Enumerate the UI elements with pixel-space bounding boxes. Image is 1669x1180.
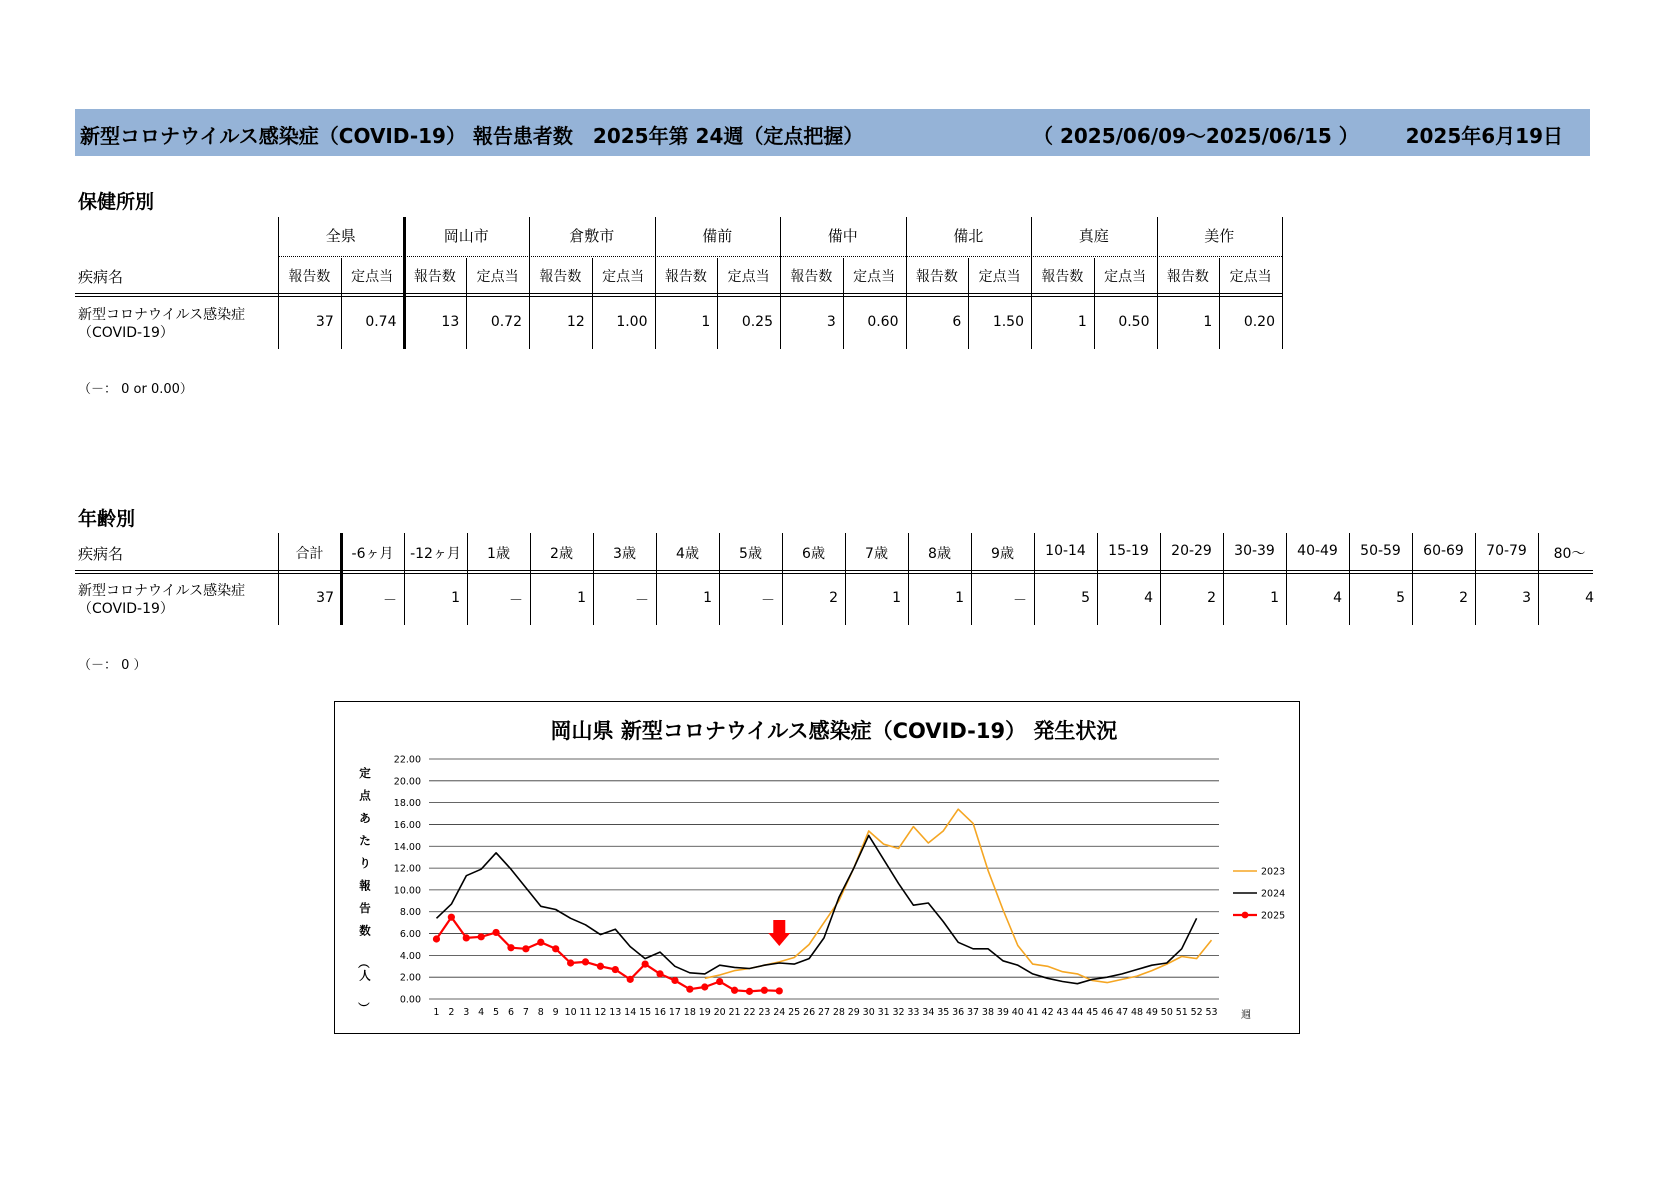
column-divider <box>530 533 531 625</box>
age-header: 20-29 <box>1171 543 1212 559</box>
x-tick-label: 40 <box>1011 1007 1024 1018</box>
age-header: 2歳 <box>550 546 573 562</box>
x-tick-label: 20 <box>713 1007 726 1018</box>
report-issue-date: 2025年6月19日 <box>1405 124 1563 148</box>
value-cell: 5 <box>1081 590 1090 606</box>
value-cell: 1 <box>703 590 712 606</box>
section-title-health-center: 保健所別 <box>78 191 155 213</box>
disease-header: 疾病名 <box>78 545 124 563</box>
y-tick-label: 10.00 <box>393 885 421 897</box>
age-header: 40-49 <box>1297 543 1338 559</box>
data-point-2025 <box>552 945 559 952</box>
sub-header: 定点当 <box>351 269 394 285</box>
group-header: 美作 <box>1204 227 1235 245</box>
x-tick-label: 50 <box>1160 1007 1173 1018</box>
sub-header: 報告数 <box>790 269 833 285</box>
x-tick-label: 1 <box>433 1007 440 1018</box>
column-divider <box>1538 533 1539 625</box>
value-cell: 2 <box>1207 590 1216 606</box>
table2-note: （－： 0 ） <box>78 658 147 673</box>
group-header: 全県 <box>325 227 356 245</box>
x-tick-label: 43 <box>1056 1007 1069 1018</box>
data-point-2025 <box>656 970 663 977</box>
age-header: 4歳 <box>676 546 699 562</box>
group-header: 倉敷市 <box>569 227 615 245</box>
age-header: 50-59 <box>1360 543 1401 559</box>
value-cell: 1 <box>451 590 460 606</box>
sub-header: 報告数 <box>664 269 707 285</box>
y-tick-label: 20.00 <box>393 776 421 788</box>
x-tick-label: 26 <box>803 1007 816 1018</box>
x-tick-label: 34 <box>922 1007 935 1018</box>
x-tick-label: 19 <box>698 1007 711 1018</box>
covid-line-chart <box>335 702 1298 1032</box>
x-tick-label: 18 <box>683 1007 696 1018</box>
value-cell: 37 <box>315 314 334 330</box>
y-axis-label: 定点あたり報告数（人） <box>356 766 371 1014</box>
value-cell: 1 <box>955 590 964 606</box>
column-divider <box>1031 217 1032 349</box>
column-divider <box>467 533 468 625</box>
data-point-2025 <box>522 945 529 952</box>
y-tick-label: 22.00 <box>393 754 421 766</box>
value-cell: 1.00 <box>616 314 648 330</box>
column-divider <box>845 533 846 625</box>
value-cell: 1 <box>1077 314 1087 330</box>
header-rule <box>75 293 1282 294</box>
header-rule <box>75 296 1282 297</box>
header-rule <box>75 570 1593 571</box>
column-divider <box>1157 217 1158 349</box>
value-cell: 0.25 <box>741 314 773 330</box>
series-line-2023 <box>705 809 1212 982</box>
value-cell: 5 <box>1396 590 1405 606</box>
x-tick-label: 35 <box>937 1007 950 1018</box>
value-cell: － <box>509 593 523 609</box>
x-tick-label: 36 <box>952 1007 965 1018</box>
column-divider <box>1349 533 1350 625</box>
x-tick-label: 42 <box>1041 1007 1054 1018</box>
column-divider <box>278 533 279 625</box>
column-divider <box>1160 533 1161 625</box>
x-tick-label: 37 <box>967 1007 980 1018</box>
value-cell: 0.60 <box>867 314 899 330</box>
value-cell: 12 <box>566 314 585 330</box>
data-point-2025 <box>716 978 723 985</box>
age-header: 30-39 <box>1234 543 1275 559</box>
report-banner <box>75 109 1590 156</box>
header-rule <box>75 573 1593 574</box>
y-tick-label: 16.00 <box>393 819 421 831</box>
series-line-2024 <box>437 835 1197 983</box>
x-tick-label: 49 <box>1145 1007 1158 1018</box>
value-cell: 4 <box>1585 590 1594 606</box>
x-tick-label: 28 <box>832 1007 845 1018</box>
value-cell: 3 <box>826 314 836 330</box>
column-divider <box>971 533 972 625</box>
column-divider <box>1286 533 1287 625</box>
x-tick-label: 33 <box>907 1007 920 1018</box>
disease-name: 新型コロナウイルス感染症 <box>78 307 246 323</box>
column-divider <box>719 533 720 625</box>
group-header: 備中 <box>827 227 858 245</box>
x-tick-label: 6 <box>507 1007 515 1018</box>
y-tick-label: 6.00 <box>399 929 421 941</box>
x-tick-label: 11 <box>579 1007 592 1018</box>
column-divider <box>403 217 406 349</box>
column-divider <box>782 533 783 625</box>
age-header: -6ヶ月 <box>351 546 394 562</box>
value-cell: － <box>1013 593 1027 609</box>
sub-header: 定点当 <box>978 269 1021 285</box>
chart-title: 岡山県 新型コロナウイルス感染症（COVID-19） 発生状況 <box>550 719 1118 743</box>
data-point-2025 <box>701 983 708 990</box>
group-header: 備前 <box>702 227 733 245</box>
x-tick-label: 29 <box>847 1007 860 1018</box>
x-axis-label: 週 <box>1241 1010 1251 1021</box>
legend-label-2023: 2023 <box>1261 866 1286 878</box>
value-cell: 3 <box>1522 590 1531 606</box>
x-tick-label: 17 <box>668 1007 681 1018</box>
value-cell: 4 <box>1144 590 1153 606</box>
column-divider <box>1223 533 1224 625</box>
x-tick-label: 21 <box>728 1007 741 1018</box>
column-divider <box>843 258 844 349</box>
disease-header: 疾病名 <box>78 268 124 286</box>
data-point-2025 <box>463 934 470 941</box>
disease-name-code: （COVID-19） <box>78 601 174 617</box>
sub-header: 報告数 <box>1166 269 1209 285</box>
column-divider <box>655 217 656 349</box>
data-point-2025 <box>761 987 768 994</box>
data-point-2025 <box>671 977 678 984</box>
column-divider <box>1282 217 1283 349</box>
column-divider <box>1475 533 1476 625</box>
series-line-2025 <box>437 917 780 991</box>
x-tick-label: 38 <box>981 1007 995 1018</box>
column-divider <box>278 217 279 349</box>
value-cell: 6 <box>952 314 962 330</box>
age-header: 1歳 <box>487 546 510 562</box>
column-divider <box>1034 533 1035 625</box>
value-cell: 2 <box>829 590 838 606</box>
data-point-2025 <box>567 959 574 966</box>
x-tick-label: 31 <box>877 1007 890 1018</box>
x-tick-label: 47 <box>1116 1007 1129 1018</box>
x-tick-label: 24 <box>773 1007 786 1018</box>
sub-header: 定点当 <box>476 269 519 285</box>
sub-header: 定点当 <box>853 269 896 285</box>
y-tick-label: 12.00 <box>393 863 421 875</box>
value-cell: 1.50 <box>992 314 1024 330</box>
x-tick-label: 51 <box>1175 1007 1188 1018</box>
x-tick-label: 44 <box>1071 1007 1084 1018</box>
x-tick-label: 5 <box>493 1007 500 1018</box>
value-cell: 1 <box>1270 590 1279 606</box>
age-header: 7歳 <box>865 546 888 562</box>
column-divider <box>592 258 593 349</box>
value-cell: 0.72 <box>490 314 522 330</box>
x-tick-label: 53 <box>1205 1007 1218 1018</box>
value-cell: 0.20 <box>1243 314 1275 330</box>
value-cell: 1 <box>577 590 586 606</box>
x-tick-label: 45 <box>1086 1007 1099 1018</box>
y-tick-label: 0.00 <box>399 994 421 1006</box>
data-point-2025 <box>686 986 693 993</box>
x-tick-label: 52 <box>1190 1007 1203 1018</box>
sub-header: 定点当 <box>602 269 645 285</box>
data-point-2025 <box>612 966 619 973</box>
y-tick-label: 18.00 <box>393 798 421 810</box>
data-point-2025 <box>776 987 783 994</box>
report-date-range: （ 2025/06/09～2025/06/15 ） <box>1033 124 1359 148</box>
disease-name: 新型コロナウイルス感染症 <box>78 583 246 599</box>
data-point-2025 <box>746 988 753 995</box>
x-tick-label: 2 <box>448 1007 455 1018</box>
x-tick-label: 12 <box>594 1007 607 1018</box>
age-header: 6歳 <box>802 546 825 562</box>
x-tick-label: 48 <box>1130 1007 1144 1018</box>
value-cell: － <box>761 593 775 609</box>
chart-frame <box>334 701 1300 1034</box>
column-divider <box>717 258 718 349</box>
value-cell: 13 <box>441 314 460 330</box>
value-cell: 1 <box>892 590 901 606</box>
column-divider <box>529 217 530 349</box>
value-cell: － <box>383 593 397 609</box>
value-cell: 0.50 <box>1118 314 1150 330</box>
x-tick-label: 10 <box>564 1007 577 1018</box>
x-tick-label: 39 <box>996 1007 1009 1018</box>
data-point-2025 <box>597 963 604 970</box>
legend-label-2024: 2024 <box>1261 888 1286 900</box>
disease-name-code: （COVID-19） <box>78 325 174 341</box>
data-point-2025 <box>537 939 544 946</box>
column-divider <box>466 258 467 349</box>
column-divider <box>780 217 781 349</box>
y-tick-label: 4.00 <box>399 950 421 962</box>
section-title-age: 年齢別 <box>78 508 136 530</box>
sub-header: 報告数 <box>915 269 958 285</box>
x-tick-label: 14 <box>624 1007 637 1018</box>
age-header: 60-69 <box>1423 543 1464 559</box>
x-tick-label: 9 <box>552 1007 559 1018</box>
age-header: -12ヶ月 <box>410 546 461 562</box>
group-header: 備北 <box>953 227 984 245</box>
age-header: 5歳 <box>739 546 762 562</box>
column-divider <box>908 533 909 625</box>
age-header: 80～ <box>1553 546 1586 562</box>
x-tick-label: 46 <box>1101 1007 1114 1018</box>
y-tick-label: 2.00 <box>399 972 421 984</box>
x-tick-label: 30 <box>862 1007 875 1018</box>
sub-header: 報告数 <box>288 269 331 285</box>
group-header: 岡山市 <box>443 227 489 245</box>
sub-header: 定点当 <box>727 269 770 285</box>
sub-header: 定点当 <box>1104 269 1147 285</box>
x-tick-label: 22 <box>743 1007 756 1018</box>
x-tick-label: 15 <box>639 1007 652 1018</box>
x-tick-label: 13 <box>609 1007 622 1018</box>
x-tick-label: 23 <box>758 1007 771 1018</box>
sub-header: 報告数 <box>413 269 456 285</box>
table1-note: （－： 0 or 0.00） <box>78 382 193 397</box>
column-divider <box>968 258 969 349</box>
value-cell: 0.74 <box>365 314 397 330</box>
sub-header: 報告数 <box>1041 269 1084 285</box>
x-tick-label: 3 <box>463 1007 470 1018</box>
y-tick-label: 14.00 <box>393 841 421 853</box>
column-divider <box>906 217 907 349</box>
age-header: 70-79 <box>1486 543 1527 559</box>
x-tick-label: 16 <box>653 1007 667 1018</box>
column-divider <box>1094 258 1095 349</box>
x-tick-label: 25 <box>788 1007 801 1018</box>
age-header: 3歳 <box>613 546 636 562</box>
data-point-2025 <box>731 987 738 994</box>
x-tick-label: 32 <box>892 1007 905 1018</box>
data-point-2025 <box>433 935 440 942</box>
column-divider <box>341 258 342 349</box>
data-point-2025 <box>492 929 499 936</box>
group-header: 真庭 <box>1078 227 1109 245</box>
column-divider <box>1412 533 1413 625</box>
age-header: 10-14 <box>1045 543 1086 559</box>
sub-header: 報告数 <box>539 269 582 285</box>
x-tick-label: 4 <box>478 1007 485 1018</box>
column-divider <box>656 533 657 625</box>
data-point-2025 <box>507 944 514 951</box>
age-header: 合計 <box>295 546 324 562</box>
x-tick-label: 27 <box>817 1007 831 1018</box>
sub-header: 定点当 <box>1229 269 1272 285</box>
legend-label-2025: 2025 <box>1261 910 1286 922</box>
age-header: 9歳 <box>991 546 1014 562</box>
column-divider <box>1219 258 1220 349</box>
value-cell: 37 <box>316 590 334 606</box>
x-tick-label: 41 <box>1026 1007 1039 1018</box>
report-title: 新型コロナウイルス感染症（COVID-19） 報告患者数 2025年第 24週（定点把握） <box>80 124 864 148</box>
x-tick-label: 8 <box>537 1007 544 1018</box>
y-tick-label: 8.00 <box>399 907 421 919</box>
value-cell: 4 <box>1333 590 1342 606</box>
age-header: 15-19 <box>1108 543 1149 559</box>
data-point-2025 <box>642 960 649 967</box>
value-cell: 1 <box>1203 314 1213 330</box>
column-divider <box>404 533 405 625</box>
value-cell: － <box>635 593 649 609</box>
data-point-2025 <box>582 958 589 965</box>
current-week-arrow-icon <box>768 920 790 946</box>
column-divider <box>593 533 594 625</box>
value-cell: 2 <box>1459 590 1468 606</box>
x-tick-label: 7 <box>522 1007 529 1018</box>
data-point-2025 <box>627 976 634 983</box>
column-divider <box>1097 533 1098 625</box>
legend-marker-2025 <box>1242 912 1249 919</box>
age-header: 8歳 <box>928 546 951 562</box>
column-divider <box>340 533 343 625</box>
data-point-2025 <box>448 914 455 921</box>
data-point-2025 <box>478 933 485 940</box>
value-cell: 1 <box>701 314 711 330</box>
